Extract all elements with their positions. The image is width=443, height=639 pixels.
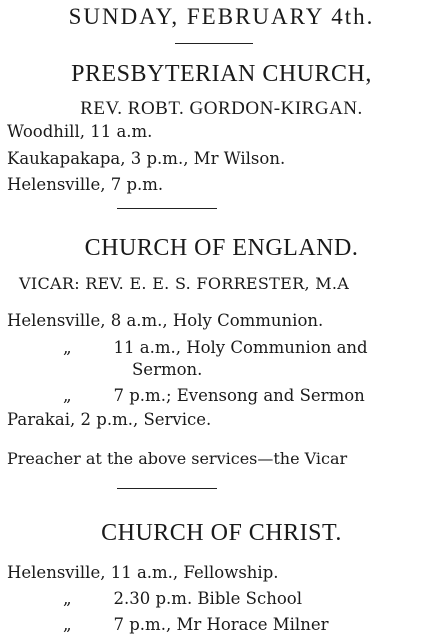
service-line: Parakai, 2 p.m., Service. (7, 410, 212, 429)
service-line: Sermon. (132, 360, 203, 379)
divider (175, 43, 253, 44)
presbyterian-heading: PRESBYTERIAN CHURCH, (71, 61, 372, 87)
divider (117, 208, 217, 209)
presbyterian-minister: REV. ROBT. GORDON-KIRGAN. (80, 98, 363, 119)
service-line: „ 7 p.m., Mr Horace Milner (63, 615, 329, 634)
divider (117, 488, 217, 489)
anglican-vicar: VICAR: REV. E. E. S. FORRESTER, M.A (19, 274, 350, 293)
date-heading: SUNDAY, FEBRUARY 4th. (68, 4, 375, 29)
service-line: Helensville, 11 a.m., Fellowship. (7, 563, 279, 582)
service-line: „ 11 a.m., Holy Communion and (63, 338, 368, 357)
service-line: Helensville, 8 a.m., Holy Communion. (7, 311, 324, 330)
service-line: Kaukapakapa, 3 p.m., Mr Wilson. (7, 149, 286, 168)
service-line: „ 7 p.m.; Evensong and Sermon (63, 386, 365, 405)
service-line: Woodhill, 11 a.m. (7, 122, 153, 141)
church-of-christ-heading: CHURCH OF CHRIST. (101, 520, 342, 546)
service-line: „ 2.30 p.m. Bible School (63, 589, 303, 608)
service-line: Helensville, 7 p.m. (7, 175, 164, 194)
preacher-note: Preacher at the above services—the Vicar (7, 449, 348, 468)
anglican-heading: CHURCH OF ENGLAND. (84, 235, 359, 261)
